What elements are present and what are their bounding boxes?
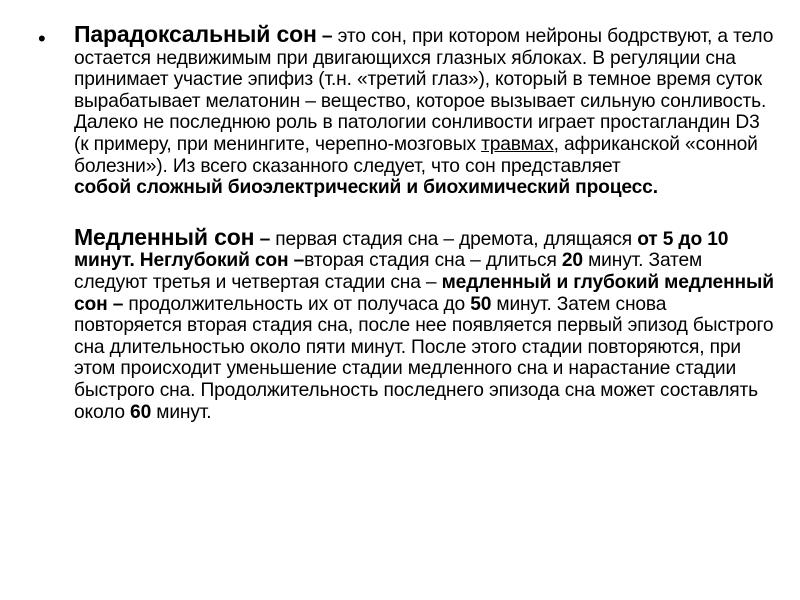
bold-number-60: 60 (130, 401, 152, 423)
paragraph-text: это сон, при котором нейроны бодрствуют, а тело остается недвижимым при двигающихся глазных яблоках. В регуляции сна принимает участие эпифиз (т.н. «третий глаз»), который в темное время суток вырабатывает мелатонин – вещество, которое вызывает сильную сонливость. Далеко не последнюю роль в патологии сонливости играет простагландин D3 (к примеру, при менингите, черепно-мозговых (74, 26, 774, 155)
paragraph-text: минут. (151, 401, 212, 423)
slide-content (74, 21, 774, 423)
bold-deep-slow-sleep: медленный и глубокий медленный сон – (74, 271, 774, 315)
paragraph-paradoxical-sleep (74, 21, 774, 199)
paragraph-slow-sleep (74, 223, 774, 423)
paragraph-text: минут. Затем следуют третья и четвертая стадии сна – (74, 250, 703, 293)
bold-conclusion: собой сложный биоэлектрический и биохимический процесс. (74, 177, 658, 199)
bullet-marker: • (38, 26, 46, 51)
term-paradoxical-sleep: Парадоксальный сон (74, 21, 317, 47)
bold-duration-light-sleep: от 5 до 10 минут. Неглубокий сон – (74, 228, 729, 272)
paragraph-text: продолжительность их от получаса до (123, 293, 471, 315)
bold-number-20: 20 (561, 250, 583, 272)
bold-number-50: 50 (470, 293, 492, 315)
paragraph-text: минут. Затем снова повторяется вторая стадия сна, после нее появляется первый эпизод быстрого сна длительностью около пяти минут. После этого стадии повторяются, при этом происходит уменьшение стадии медленного сна и нарастание стадии быстрого сна. Продолжительность последнего эпизода сна может составлять около (74, 293, 774, 423)
term-slow-sleep: Медленный сон (74, 223, 255, 250)
paragraph-text: первая стадия сна – дремота, длящаяся (275, 228, 638, 250)
term-dash: – (254, 228, 276, 250)
paragraph-gap (74, 199, 774, 227)
link-injuries[interactable]: травмах (481, 133, 554, 155)
term-dash: – (316, 26, 338, 47)
paragraph-text: вторая стадия сна – длиться (304, 250, 562, 272)
paragraph-text: , африканской «сонной болезни»). Из всего сказанного следует, что сон представляет (74, 133, 758, 177)
